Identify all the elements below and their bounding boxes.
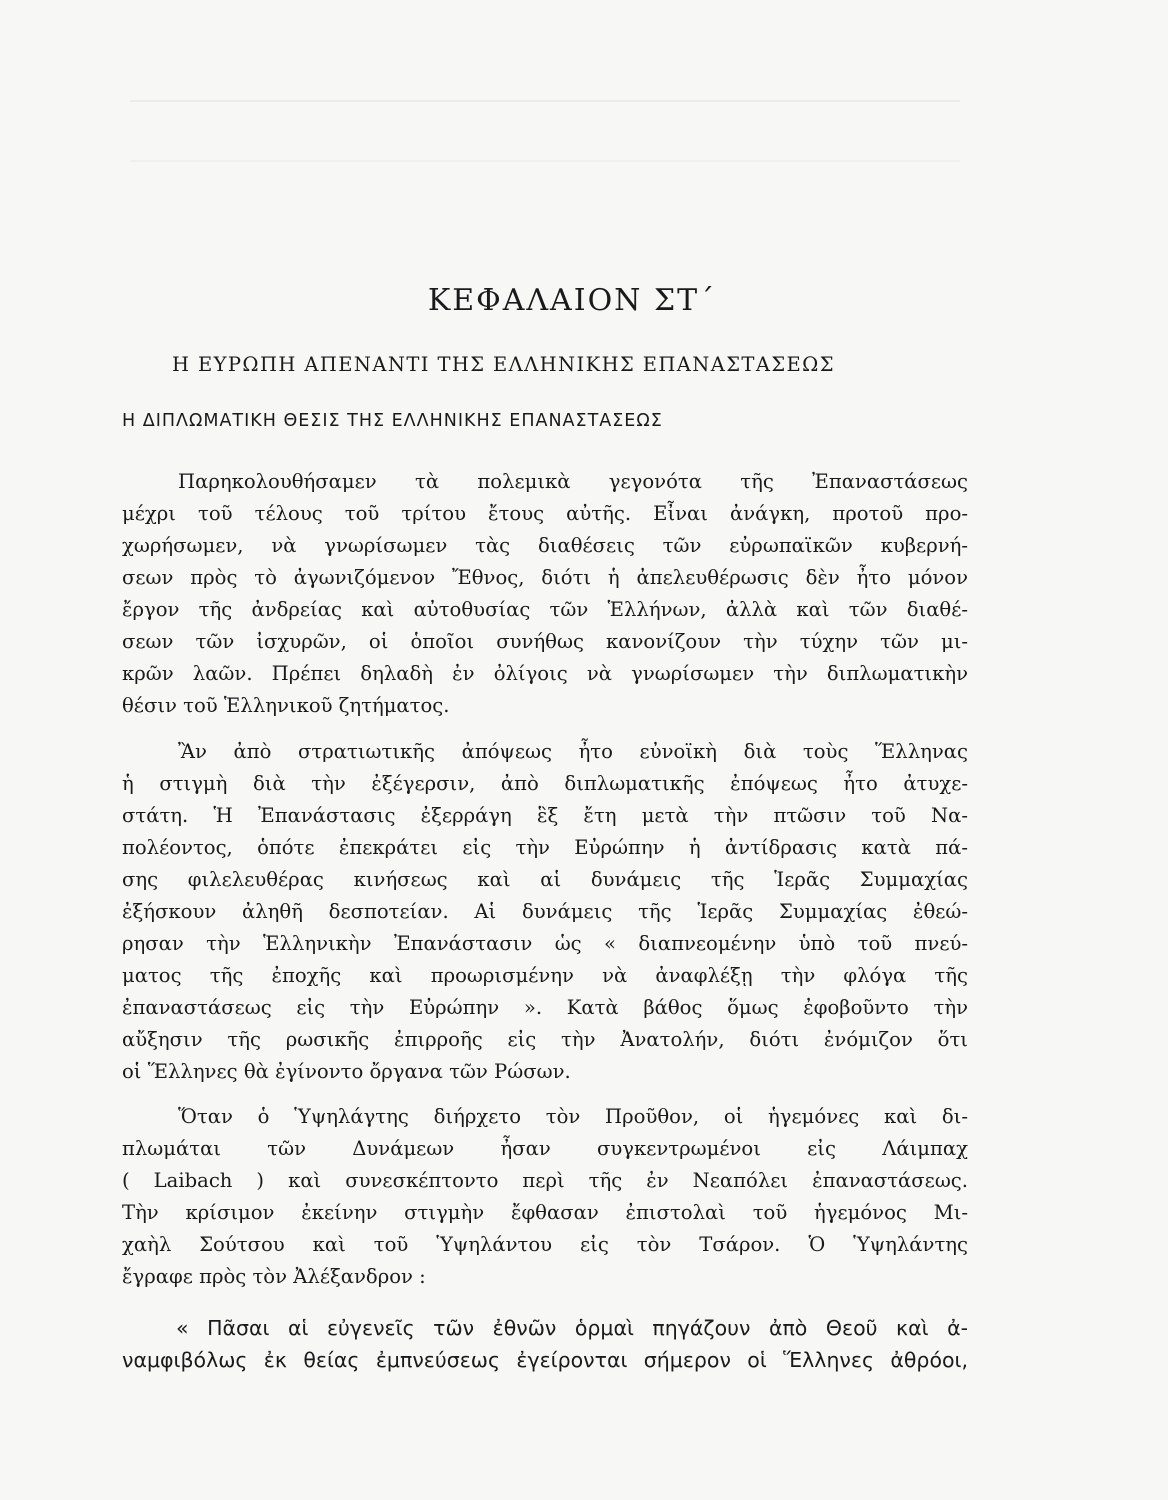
text-line: χαὴλ Σούτσου καὶ τοῦ Ὑψηλάντου εἰς τὸν Τσάρον. Ὁ Ὑψηλάντης bbox=[122, 1233, 968, 1256]
show-through-line bbox=[130, 100, 960, 102]
text-line: χωρήσωμεν, νὰ γνωρίσωμεν τὰς διαθέσεις τῶν εὐρωπαϊκῶν κυβερνή- bbox=[122, 534, 968, 557]
text-line: πολέοντος, ὁπότε ἐπεκράτει εἰς τὴν Εὐρώπην ἡ ἀντίδρασις κατὰ πά- bbox=[122, 836, 968, 859]
chapter-title bbox=[0, 283, 1168, 318]
quotation bbox=[122, 1312, 968, 1376]
paragraph-1 bbox=[122, 466, 968, 722]
show-through-line bbox=[130, 160, 960, 162]
text-line: πλωμάται τῶν Δυνάμεων ἦσαν συγκεντρωμένοι εἰς Λάιμπαχ bbox=[122, 1137, 968, 1160]
text-line: ρησαν τὴν Ἑλληνικὴν Ἐπανάστασιν ὡς « διαπνεομένην ὑπὸ τοῦ πνεύ- bbox=[122, 932, 968, 955]
text-line: ναμφιβόλως ἐκ θείας ἐμπνεύσεως ἐγείρονται σήμερον οἱ Ἕλληνες ἀθρόοι, bbox=[122, 1348, 968, 1372]
text-line: αὔξησιν τῆς ρωσικῆς ἐπιρροῆς εἰς τὴν Ἀνατολήν, διότι ἐνόμιζον ὅτι bbox=[122, 1028, 968, 1051]
text-line: ἐξήσκουν ἀληθῆ δεσποτείαν. Αἱ δυνάμεις τῆς Ἱερᾶς Συμμαχίας ἐθεώ- bbox=[122, 900, 968, 923]
text-line: Ἂν ἀπὸ στρατιωτικῆς ἀπόψεως ἦτο εὐνοϊκὴ διὰ τοὺς Ἕλληνας bbox=[178, 740, 968, 763]
subsection-title: Η ΔΙΠΛΩΜΑΤΙΚΗ ΘΕΣΙΣ ΤΗΣ ΕΛΛΗΝΙΚΗΣ ΕΠΑΝΑΣΤΑΣΕΩΣ bbox=[122, 411, 663, 431]
paragraph-3 bbox=[122, 1101, 968, 1293]
text-line: μέχρι τοῦ τέλους τοῦ τρίτου ἔτους αὐτῆς. Εἶναι ἀνάγκη, προτοῦ προ- bbox=[122, 502, 968, 525]
text-line: οἱ Ἕλληνες θὰ ἐγίνοντο ὄργανα τῶν Ρώσων. bbox=[122, 1060, 571, 1083]
text-line: θέσιν τοῦ Ἑλληνικοῦ ζητήματος. bbox=[122, 694, 450, 717]
text-line: σεων πρὸς τὸ ἀγωνιζόμενον Ἔθνος, διότι ἡ ἀπελευθέρωσις δὲν ἦτο μόνον bbox=[122, 566, 968, 589]
paragraph-2 bbox=[122, 736, 968, 1088]
text-line: σης φιλελευθέρας κινήσεως καὶ αἱ δυνάμεις τῆς Ἱερᾶς Συμμαχίας bbox=[122, 868, 968, 891]
text-line: ἡ στιγμὴ διὰ τὴν ἐξέγερσιν, ἀπὸ διπλωματικῆς ἐπόψεως ἦτο ἀτυχε- bbox=[122, 772, 968, 795]
text-line: Παρηκολουθήσαμεν τὰ πολεμικὰ γεγονότα τῆς Ἐπαναστάσεως bbox=[178, 470, 968, 493]
text-line: σεων τῶν ἰσχυρῶν, οἱ ὁποῖοι συνήθως κανονίζουν τὴν τύχην τῶν μι- bbox=[122, 630, 968, 653]
text-line: ἔργον τῆς ἀνδρείας καὶ αὐτοθυσίας τῶν Ἑλλήνων, ἀλλὰ καὶ τῶν διαθέ- bbox=[122, 598, 968, 621]
text-line: Ὅταν ὁ Ὑψηλάγτης διήρχετο τὸν Προῦθον, οἱ ἡγεμόνες καὶ δι- bbox=[178, 1105, 968, 1128]
text-line: κρῶν λαῶν. Πρέπει δηλαδὴ ἐν ὀλίγοις νὰ γνωρίσωμεν τὴν διπλωματικὴν bbox=[122, 662, 968, 685]
text-line: ματος τῆς ἐποχῆς καὶ προωρισμένην νὰ ἀναφλέξῃ τὴν φλόγα τῆς bbox=[122, 964, 968, 987]
text-line: ἐπαναστάσεως εἰς τὴν Εὐρώπην ». Κατὰ βάθος ὅμως ἐφοβοῦντο τὴν bbox=[122, 996, 968, 1019]
text-line: Τὴν κρίσιμον ἐκείνην στιγμὴν ἔφθασαν ἐπιστολαὶ τοῦ ἡγεμόνος Μι- bbox=[122, 1201, 968, 1224]
chapter-title-text: ΚΕΦΑΛΑΙΟΝ ΣΤ΄ bbox=[427, 283, 717, 318]
section-title: Η ΕΥΡΩΠΗ ΑΠΕΝΑΝΤΙ ΤΗΣ ΕΛΛΗΝΙΚΗΣ ΕΠΑΝΑΣΤΑΣΕΩΣ bbox=[172, 353, 835, 376]
text-line: στάτη. Ἡ Ἐπανάστασις ἐξερράγη ἓξ ἔτη μετὰ τὴν πτῶσιν τοῦ Να- bbox=[122, 804, 968, 827]
text-line: « Πᾶσαι αἱ εὐγενεῖς τῶν ἐθνῶν ὁρμαὶ πηγάζουν ἀπὸ Θεοῦ καὶ ἀ- bbox=[176, 1316, 968, 1340]
text-line: ἔγραφε πρὸς τὸν Ἀλέξανδρον : bbox=[122, 1265, 426, 1288]
text-line: ( Laibach ) καὶ συνεσκέπτοντο περὶ τῆς ἐν Νεαπόλει ἐπαναστάσεως. bbox=[122, 1169, 968, 1192]
